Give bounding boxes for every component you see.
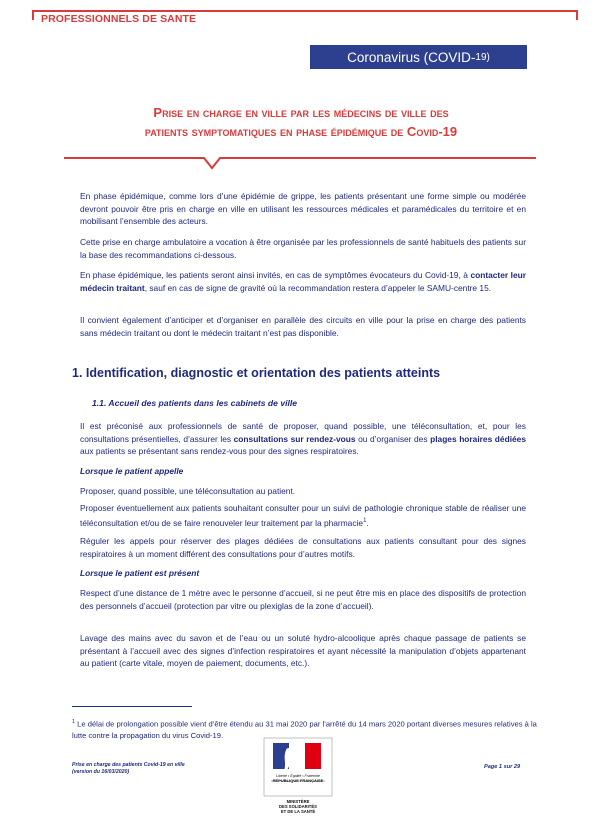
s1-p1-bold-1: consultations sur rendez-vous xyxy=(233,433,356,444)
logo-motto: Liberté • Égalité • Fraternité xyxy=(276,774,320,778)
ministry-line-2: DES SOLIDARITÉS xyxy=(279,804,317,809)
title-line-2: patients symptomatiques en phase épidémique de Covid-19 xyxy=(144,124,458,139)
title-underline-decoration xyxy=(64,156,536,170)
footnote-text: Le délai de prolongation possible vient d’être étendu au 31 mai 2020 par l’arrêté du 14 mars 2020 portant diverses mesures relatives à la lutte contre la propagation du virus Covid-19. xyxy=(72,719,537,741)
s1-p1-part-e: aux patients se présentant sans rendez-vous pour des signes respiratoires. xyxy=(80,446,359,457)
intro-paragraph-1: En phase épidémique, comme lors d’une épidémie de grippe, les patients présentant une forme simple ou modérée devront pouvoir être pris en charge en ville en utilisant les ressources médicales et paramédicales du territoire et en mobilisant l’ensemble des acteurs. xyxy=(80,191,526,227)
s1-p1-bold-2: plages horaires dédiées xyxy=(430,433,526,444)
section-paragraph-2: Proposer, quand possible, une téléconsultation au patient. xyxy=(80,486,296,496)
intro-p3-part-c: , sauf en cas de signe de gravité où la recommandation restera d’appeler le SAMU-centre 15. xyxy=(144,282,492,293)
covid-badge xyxy=(310,45,527,69)
footnote-separator xyxy=(72,706,192,707)
section-paragraph-5: Respect d’une distance de 1 mètre avec le personne d’accueil, si ne peut être mis en place des dispositifs de protection des personnels d’accueil (protection par vitre ou plexiglas de la zone d’accueil). xyxy=(80,588,526,611)
section-paragraph-6: Lavage des mains avec du savon et de l’eau ou un soluté hydro-alcoolique après chaque passage de patients se présentant à l’accueil avec des signes d’infection respiratoires et ayant nécessité la manipulation d’objets appartenant au patient (carte vitale, moyen de paiement, documents, etc.). xyxy=(80,633,526,669)
category-label: PROFESSIONNELS DE SANTE xyxy=(38,13,199,25)
subheading-patient-present: Lorsque le patient est présent xyxy=(80,568,200,578)
page-number: Page 1 sur 29 xyxy=(484,764,521,770)
s1-p3-text: Proposer éventuellement aux patients souhaitant consulter pour un suivi de pathologie chronique stable de réaliser une téléconsultation et/ou de se faire renouveler leur traitement par la pharmacie xyxy=(80,503,526,528)
s1-p1-part-a: Il est préconisé aux professionnels de santé de proposer, quand possible, une téléconsultation, et, pour les consultations présentielles, d’assurer les xyxy=(80,421,526,444)
intro-p3-bold: contacter leur médecin traitant xyxy=(80,270,526,293)
badge-main-text: Coronavirus (COVID- xyxy=(347,49,476,65)
footnote-number: 1 xyxy=(72,719,76,725)
section-paragraph-1 xyxy=(80,420,526,458)
intro-paragraph-2: Cette prise en charge ambulatoire a vocation à être organisée par les professionnels de santé habituels des patients sur la base des recommandations ci-dessous. xyxy=(80,237,526,260)
badge-small-text: 19) xyxy=(475,51,490,63)
intro-paragraph-4: Il convient également d’anticiper et d’organiser en parallèle des circuits en ville pour la prise en charge des patients sans médecin traitant ou dont le médecin traitant n’est pas disponible. xyxy=(80,315,526,338)
intro-p3-part-a: En phase épidémique, les patients seront ainsi invités, en cas de symptômes évocateurs du Covid-19, à xyxy=(80,270,471,280)
ministry-line-3: ET DE LA SANTÉ xyxy=(280,809,316,814)
title-line-1: Prise en charge en ville par les médecins de ville des xyxy=(153,105,449,120)
subheading-patient-calls: Lorsque le patient appelle xyxy=(80,466,184,476)
section-1-heading: 1. Identification, diagnostic et orientation des patients atteints xyxy=(72,366,441,380)
intro-paragraph-3 xyxy=(80,269,526,294)
section-paragraph-3: Proposer éventuellement aux patients souhaitant consulter pour un suivi de pathologie chronique stable de réaliser une téléconsultation et/ou de se faire renouveler leur traitement par la pharmacie$^1$. xyxy=(80,503,526,528)
s1-p1-part-c: ou d’organiser des xyxy=(355,433,431,444)
ministry-name xyxy=(263,799,333,814)
footer-left-line-1: Prise en charge des patients Covid-19 en ville xyxy=(72,762,185,768)
page-title xyxy=(66,103,536,141)
footnote-ref: 1 xyxy=(363,517,367,524)
footer-left-line-2: (version du 16/03/2020) xyxy=(72,769,130,775)
section-paragraph-4: Réguler les appels pour réserver des plages dédiées de consultations aux patients consultant pour des signes respiratoires à un moment différent des consultations pour d’autres motifs. xyxy=(80,536,526,559)
marianne-flag-icon xyxy=(263,737,333,797)
logo-republic: RÉPUBLIQUE FRANÇAISE xyxy=(272,778,324,783)
footer-document-info xyxy=(72,762,185,776)
section-1-1-heading: 1.1. Accueil des patients dans les cabinets de ville xyxy=(92,398,298,408)
ministry-line-1: MINISTÈRE xyxy=(286,799,310,804)
